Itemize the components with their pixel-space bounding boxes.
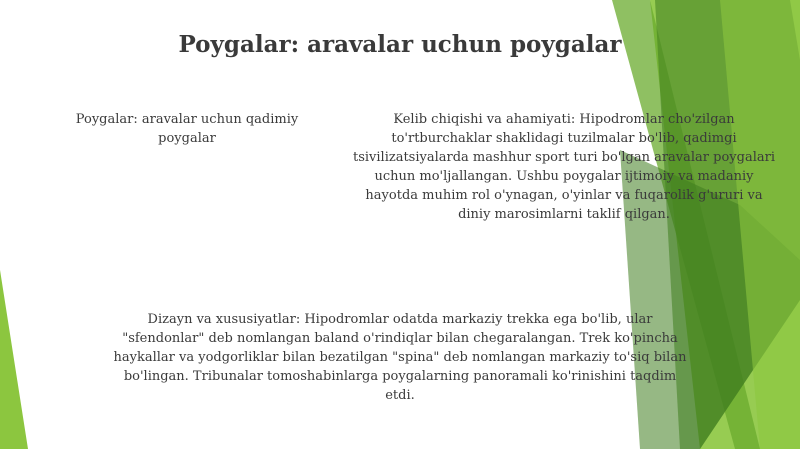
slide-title: Poygalar: aravalar uchun poygalar — [178, 31, 622, 58]
left-green-triangle — [0, 270, 28, 449]
design-paragraph: Dizayn va xususiyatlar: Hipodromlar odatda markaziy trekka ega bo'lib, ular "sfendonlar" deb nomlangan baland o'rindiqlar bilan chegaralangan. Trek ko'pincha haykallar va yodgorliklar bilan bezatilgan "spina" deb nomlangan markaziy to'siq bilan bo'lingan. Tribunalar tomoshabinlarga poygalarning panoramali ko'rinishini taqdim etdi. — [113, 312, 687, 403]
left-label: Poygalar: aravalar uchun qadimiy poygalar — [75, 112, 299, 146]
origin-paragraph: Kelib chiqishi va ahamiyati: Hipodromlar cho'zilgan to'rtburchaklar shaklidagi tuzilmalar bo'lib, qadimgi tsivilizatsiyalarda mashhur sport turi bo'lgan aravalar poygalari uchun mo'ljallangan. Ushbu poygalar ijtimoiy va madaniy hayotda muhim rol o'ynagan, o'yinlar va fuqarolik g'ururi va diniy marosimlarni taklif qilgan. — [352, 112, 776, 222]
